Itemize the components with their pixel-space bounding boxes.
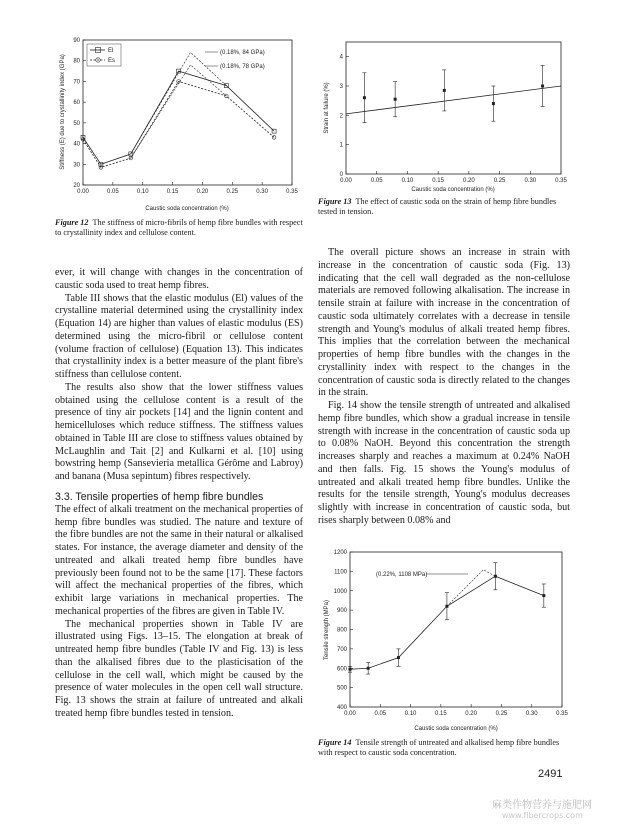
fig13-ytick-label: 0 bbox=[339, 172, 343, 178]
figure-14-caption-text: Tensile strength of untreated and alkalised hemp fibre bundles with respect to caustic soda concentration. bbox=[318, 738, 560, 757]
fig13-ytick-label: 3 bbox=[339, 84, 343, 90]
fig14-xtick-label: 0.20 bbox=[465, 711, 477, 717]
fig13-ytick-label: 1 bbox=[339, 142, 343, 149]
fig14-xtick-label: 0.05 bbox=[374, 711, 387, 717]
fig14-ytick-label: 1200 bbox=[333, 550, 347, 556]
fig14-x-axis-label: Caustic soda concentration (%) bbox=[414, 726, 498, 732]
fig13-xtick-label: 0.15 bbox=[432, 178, 444, 184]
fig13-xtick-label: 0.00 bbox=[340, 178, 352, 184]
figure-13-caption bbox=[318, 197, 570, 217]
watermark-text: 麻类作物营养与施肥网 bbox=[492, 800, 592, 811]
fig12-xtick-label: 0.00 bbox=[77, 189, 89, 195]
fig14-point bbox=[367, 667, 370, 670]
right-para-1: The overall picture shows an increase in strain with increase in the concentration of caustic soda (Fig. 13) indicating that the cell wall degraded as the non-cellulose materials are removed following alkalisation. The increase in tensile strain at failure with increase in the concentration of caustic soda ultimately correlates with a decrease in tensile strength and Young's modulus of alkali treated hemp fibres. This implies that the correlation between the mechanical properties of hemp fibre bundles with the changes in the crystallinity index with respect to the changes in the concentration of caustic soda is directly related to the changes in the strain. bbox=[318, 247, 570, 399]
fig12-ytick-label: 20 bbox=[73, 183, 80, 189]
right-column bbox=[318, 247, 570, 528]
fig12-series-el-line bbox=[83, 71, 274, 164]
fig12-legend bbox=[87, 44, 121, 66]
figure-13-caption-num: Figure 13 bbox=[318, 197, 352, 206]
fig14-xtick-label: 0.00 bbox=[344, 711, 356, 717]
figure-13-caption-text: The effect of caustic soda on the strain of hemp fibre bundles tested in tension. bbox=[318, 197, 557, 216]
section-heading-3-3: 3.3. Tensile properties of hemp fibre bundles bbox=[55, 490, 264, 503]
fig12-annotation-84: (0.18%, 84 GPa) bbox=[220, 50, 265, 56]
figure-14-caption bbox=[318, 738, 570, 758]
fig12-xtick-label: 0.15 bbox=[166, 189, 179, 195]
fig12-ytick-label: 70 bbox=[73, 79, 80, 86]
fig12-xtick-label: 0.05 bbox=[107, 189, 119, 195]
figure-13-chart bbox=[318, 38, 570, 194]
left-para-1: ever, it will change with changes in the concentration of caustic soda used to treat hemp fibres. bbox=[55, 267, 303, 291]
fig12-xtick-label: 0.30 bbox=[256, 189, 268, 195]
fig13-axes bbox=[346, 42, 561, 174]
fig13-xtick-label: 0.35 bbox=[555, 178, 567, 184]
fig12-ytick-label: 60 bbox=[73, 100, 80, 107]
fig14-ytick-label: 500 bbox=[336, 685, 347, 692]
fig13-point bbox=[443, 89, 446, 92]
fig12-ytick-label: 80 bbox=[73, 58, 80, 65]
fig12-series-es-line bbox=[83, 81, 274, 167]
fig12-xtick-label: 0.35 bbox=[286, 189, 298, 195]
fig12-ytick-label: 30 bbox=[73, 162, 80, 169]
fig14-ytick-label: 600 bbox=[336, 666, 347, 673]
fig14-series-line bbox=[350, 576, 544, 669]
fig12-ytick-label: 50 bbox=[73, 120, 80, 127]
right-para-2: Fig. 14 show the tensile strength of untreated and alkalised hemp fibre bundles, which show a gradual increase in tensile strength with increase in the concentration of caustic soda up to 0.08% NaOH. Beyond this concentration the strength increases sharply and reaches a maximum at 0.24% NaOH and then falls. Fig. 15 shows the Young's modulus of untreated and alkali treated hemp fibre bundles. Unlike the results for the tensile strength, Young's modulus decreases slightly with increase in concentration of caustic soda, but rises sharply between 0.08% and bbox=[318, 400, 570, 526]
fig12-xtick-label: 0.20 bbox=[196, 189, 209, 195]
fig14-y-axis-label: Tensile strength (MPa) bbox=[324, 599, 330, 661]
fig14-point bbox=[542, 594, 545, 597]
left-para-5: The mechanical properties shown in Table IV are illustrated using Figs. 13–15. The elongation at break of untreated hemp fibre bundles (Table IV and Fig. 13) is less than the alkalised fibres due to the plasticisation of the cellulose in the cell wall, which might be caused by the presence of water molecules in the open cell wall structure. Fig. 13 shows the strain at failure of untreated and alkali treated hemp fibre bundles tested in tension. bbox=[55, 618, 303, 719]
fig14-xtick-label: 0.35 bbox=[556, 711, 568, 717]
fig14-point bbox=[397, 656, 400, 659]
fig14-point bbox=[349, 668, 352, 671]
watermark-url: www.fibercrops.com bbox=[502, 811, 583, 820]
fig12-extrapolation-1 bbox=[131, 65, 227, 158]
fig13-trendline bbox=[346, 86, 561, 114]
left-para-3: The results also show that the lower stiffness values obtained using the cellulose content is a result of the presence of tiny air pockets [14] and the lignin content and hemicelluloses which reduce stiffness. The stiffness values obtained in Table III are close to stiffness values obtained by McLaughlin and Tait [2] and Kulkarni et al. [10] using bowstring hemp (Sansevieria metallica Gérôme and Labroy) and banana (Musa sepintum) fibres respectively. bbox=[55, 381, 303, 482]
fig13-xtick-label: 0.30 bbox=[524, 178, 537, 184]
fig12-legend-es: Es bbox=[108, 58, 116, 64]
figure-14-chart bbox=[318, 548, 570, 738]
fig13-x-axis-label: Caustic soda concentration (%) bbox=[411, 187, 495, 193]
fig13-xtick-label: 0.05 bbox=[370, 178, 383, 184]
fig12-y-axis-label: Stiffness (E) due to crystallinity index (GPa) bbox=[60, 54, 66, 170]
fig14-point bbox=[494, 575, 497, 578]
fig13-ytick-label: 2 bbox=[339, 113, 343, 120]
fig14-ytick-label: 1000 bbox=[333, 588, 347, 595]
fig13-point bbox=[394, 98, 397, 101]
figure-14-caption-num: Figure 14 bbox=[318, 738, 352, 747]
fig12-x-axis-label: Caustic soda concentration (%) bbox=[145, 206, 229, 212]
fig13-xtick-label: 0.10 bbox=[401, 178, 414, 184]
figure-12-caption bbox=[55, 218, 305, 238]
fig13-y-axis-label: Strain at failure (%) bbox=[324, 82, 330, 134]
left-column bbox=[55, 267, 303, 721]
fig12-legend-el: El bbox=[108, 48, 114, 54]
fig14-extrapolation bbox=[447, 570, 495, 606]
figure-12-caption-num: Figure 12 bbox=[55, 218, 89, 227]
fig13-xtick-label: 0.25 bbox=[493, 178, 506, 184]
fig14-xtick-label: 0.10 bbox=[404, 711, 417, 717]
fig14-xtick-label: 0.15 bbox=[435, 711, 447, 717]
fig14-ytick-label: 700 bbox=[336, 646, 347, 653]
fig12-xtick-label: 0.25 bbox=[226, 189, 239, 195]
fig13-point bbox=[492, 102, 495, 105]
figure-12-caption-text: The stiffness of micro-fibrils of hemp fibre bundles with respect to crystallinity index and cellulose content. bbox=[55, 218, 303, 237]
fig14-ytick-label: 400 bbox=[336, 705, 347, 711]
fig13-ytick-label: 4 bbox=[339, 54, 343, 61]
fig13-point bbox=[541, 85, 544, 88]
fig13-point bbox=[363, 96, 366, 99]
fig14-ytick-label: 900 bbox=[336, 608, 347, 615]
left-para-2: Table III shows that the elastic modulus (El) values of the crystalline material determined using the crystallinity index (Equation 14) are higher than values of elastic modulus (ES) determined using the micro-fibril or cellulose content (volume fraction of cellulose) (Equation 13). This indicates that crystallinity index is a better measure of the plant fibre's stiffness than cellulose content. bbox=[55, 292, 303, 380]
fig12-ytick-label: 40 bbox=[73, 141, 80, 148]
fig12-annotation-78: (0.18%, 78 GPa) bbox=[220, 64, 265, 70]
figure-12-chart bbox=[55, 32, 300, 220]
fig13-xtick-label: 0.20 bbox=[463, 178, 475, 184]
page-number: 2491 bbox=[538, 768, 563, 780]
fig14-ytick-label: 800 bbox=[336, 627, 347, 634]
fig14-xtick-label: 0.25 bbox=[495, 711, 508, 717]
fig14-annotation: (0.22%, 1108 MPa) bbox=[376, 572, 428, 578]
fig12-xtick-label: 0.10 bbox=[136, 189, 149, 195]
fig12-ytick-label: 90 bbox=[73, 38, 80, 44]
fig14-xtick-label: 0.30 bbox=[525, 711, 538, 717]
left-para-4: The effect of alkali treatment on the mechanical properties of hemp fibre bundles was studied. The nature and texture of the fibre bundles are not the same in their natural or alkalised states. For instance, the average diameter and density of the untreated and alkali treated hemp fibre bundles have previously been found not to be the same [17]. These factors will affect the mechanical properties of the fibres, which exhibit large variations in mechanical properties. The mechanical properties of the fibres are given in Table IV. bbox=[55, 503, 303, 617]
fig14-ytick-label: 1100 bbox=[334, 569, 347, 576]
fig12-extrapolation-0 bbox=[131, 52, 227, 154]
